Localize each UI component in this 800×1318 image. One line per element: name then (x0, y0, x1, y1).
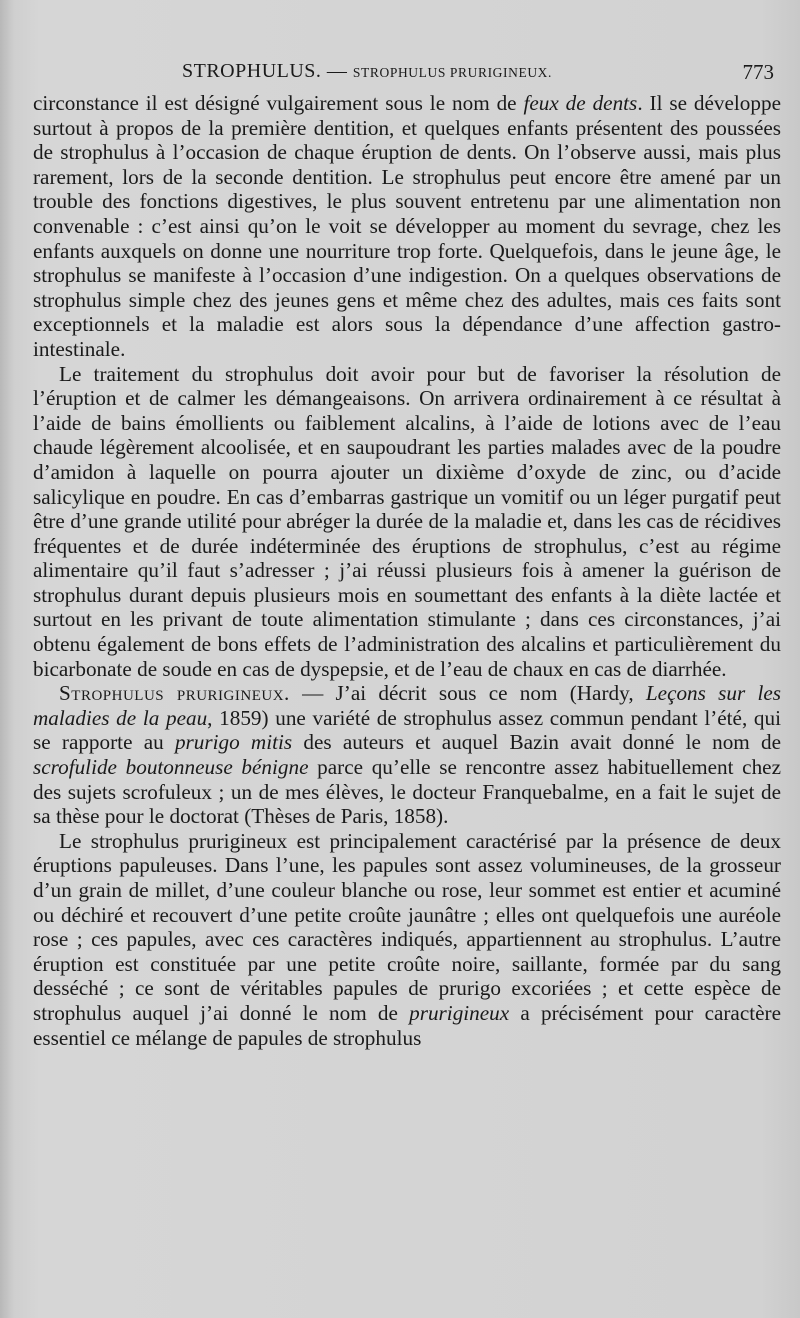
running-title-sub: STROPHULUS PRURIGINEUX. (352, 65, 552, 80)
paragraph-3-text-c: , 1859) une variété de strophulus assez commun pendant l’été, qui se rapporte au (33, 705, 781, 755)
paragraph-1 (33, 91, 781, 362)
paragraph-4-text-c: a précisément pour caractère essentiel ce mélange de papules de strophulus (33, 1000, 781, 1050)
paragraph-3-text-g: parce qu’elle se rencontre assez habituellement chez des sujets scrofuleux ; un de mes élèves, le docteur Franquebalme, en a fait le sujet de sa thèse pour le doctorat (Thèses de Paris, 1858). (33, 755, 781, 829)
paragraph-1-text-c: . Il se développe surtout à propos de la première dentition, et quelques enfants présentent des poussées de strophulus à l’occasion de chaque éruption de dents. On l’observe aussi, mais plus rarement, lors de la seconde dentition. Le strophulus peut encore être amené par un trouble des fonctions digestives, le plus souvent entretenu par une alimentation non convenable : c’est ainsi qu’on le voit se développer au moment du sevrage, chez les enfants auxquels on donne une nourriture trop forte. Quelquefois, dans le jeune âge, le strophulus se manifeste à l’occasion d’une indigestion. On a quelques observations de strophulus simple chez des jeunes gens et même chez des adultes, mais ces faits sont exceptionnels et la maladie est alors sous la dépendance d’une affection gastro-intestinale. (33, 91, 781, 361)
paragraph-4 (33, 829, 781, 1050)
paragraph-4-italic-prurigineux: prurigineux (409, 1000, 510, 1025)
paragraph-3-italic-scrofulide: scrofulide boutonneuse bénigne (33, 755, 309, 780)
paragraph-3-italic-book-title: Leçons sur les maladies de la peau (33, 681, 782, 730)
paragraph-3-text-e: des auteurs et auquel Bazin avait donné le nom de (292, 730, 781, 755)
running-title (182, 60, 552, 83)
section-heading-strophulus-prurigineux: Strophulus prurigineux. (59, 681, 290, 706)
paragraph-1-text-a: circonstance il est désigné vulgairement sous le nom de (33, 91, 524, 115)
body-text (33, 91, 781, 1050)
running-title-dash: — (321, 60, 353, 82)
paragraph-3-italic-prurigo-mitis: prurigo mitis (174, 730, 293, 755)
page-number: 773 (742, 60, 774, 84)
running-title-main: STROPHULUS. (182, 60, 322, 82)
paragraph-3 (33, 681, 781, 829)
paragraph-2: Le traitement du strophulus doit avoir pour but de favoriser la résolution de l’éruption et de calmer les démangeaisons. On arrivera ordinairement à ce résultat à l’aide de bains émollients ou faiblement alcalins, à l’aide de lotions avec de l’eau chaude légèrement alcoolisée, et en saupoudrant les parties malades avec de la poudre d’amidon à laquelle on pourra ajouter un dixième d’oxyde de zinc, ou d’acide salicylique en poudre. En cas d’embarras gastrique un vomitif ou un léger purgatif peut être d’une grande utilité pour abréger la durée de la maladie et, dans les cas de récidives fréquentes et de durée indéterminée des éruptions de strophulus, c’est au régime alimentaire qu’il faut s’adresser ; j’ai réussi plusieurs fois à amener la guérison de strophulus durant depuis plusieurs mois en soumettant des enfants à la diète lactée et surtout en les privant de toute alimentation stimulante ; dans ces circonstances, j’ai obtenu également de bons effets de l’administration des alcalins et particulièrement du bicarbonate de soude en cas de dyspepsie, et de l’eau de chaux en cas de diarrhée. (33, 361, 781, 681)
page-header (34, 60, 782, 90)
paragraph-1-italic-feux-de-dents: feux de dents (523, 91, 638, 115)
paragraph-4-text-a: Le strophulus prurigineux est principalement caractérisé par la présence de deux éruptions papuleuses. Dans l’une, les papules sont assez volumineuses, de la grosseur d’un grain de millet, d’une couleur blanche ou rose, leur sommet est entier et acuminé ou déchiré et recouvert d’une petite croûte jaunâtre ; elles ont quelquefois une auréole rose ; ces papules, avec ces caractères indiqués, appartiennent au strophulus. L’autre éruption est constituée par une petite croûte noire, saillante, formée par du sang desséché ; ce sont de véritables papules de prurigo excoriées ; et cette espèce de strophulus auquel j’ai donné le nom de (33, 828, 781, 1025)
paragraph-3-text-a: — J’ai décrit sous ce nom (Hardy, (289, 681, 646, 706)
